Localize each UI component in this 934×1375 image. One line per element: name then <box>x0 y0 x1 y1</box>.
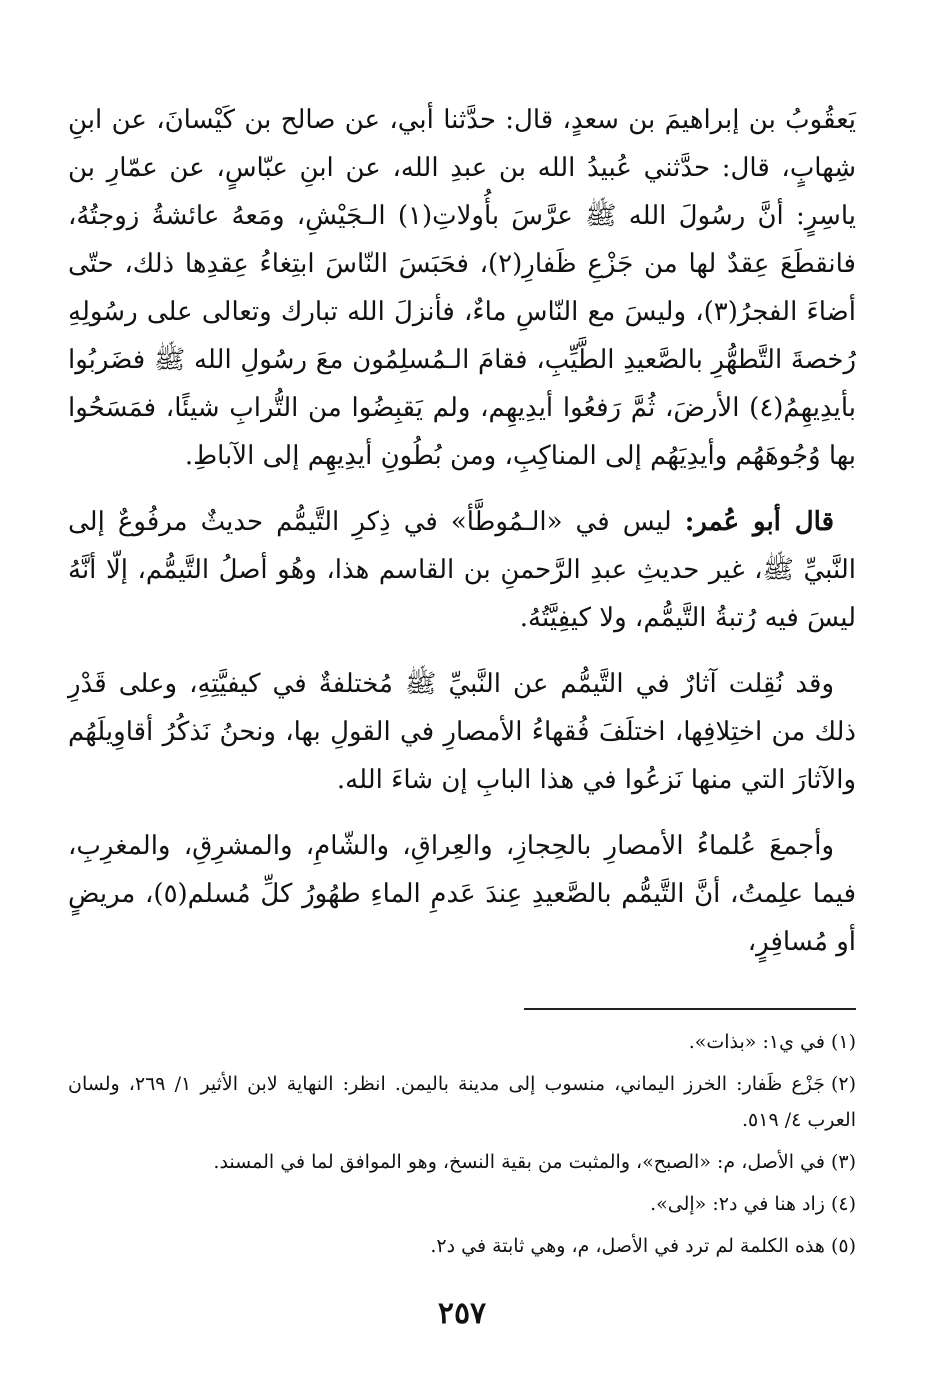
page-number: ٢٥٧ <box>437 1296 487 1331</box>
paragraph-text: وقد نُقِلت آثارٌ في التَّيمُّم عن النَّبيِّ ﷺ مُختلفةٌ في كيفيَّتِهِ، وعلى قَدْرِ ذلك من اختِلافِها، اختلَفَ فُقهاءُ الأمصارِ في القولِ بها، ونحنُ نَذكُرُ أقاوِيلَهُم والآثارَ التي منها نَزعُوا في هذا البابِ إن شاءَ الله. <box>68 669 856 795</box>
footnote-2 <box>68 1066 856 1138</box>
paragraph-lead: قال أبو عُمر: <box>684 507 834 537</box>
footnote-number: (٥) <box>830 1235 856 1257</box>
footnote-number: (٤) <box>830 1193 856 1215</box>
paragraph-hadith <box>68 96 856 480</box>
footnotes <box>68 1024 856 1270</box>
footnote-text: جَزْع ظَفار: الخرز اليماني، منسوب إلى مدينة باليمن. انظر: النهاية لابن الأثير ١/ ٢٦٩، ولسان العرب ٤/ ٥١٩. <box>68 1073 856 1131</box>
paragraph-ijma <box>68 822 856 966</box>
footnote-number: (٢) <box>830 1073 856 1095</box>
paragraph-text: وأجمعَ عُلماءُ الأمصارِ بالحِجازِ، والعِراقِ، والشّامِ، والمشرِقِ، والمغرِبِ، فيما علِمتُ، أنَّ التَّيمُّم بالصَّعيدِ عِندَ عَدمِ الماءِ طهُورُ كلِّ مُسلم(٥)، مريضٍ أو مُسافِرٍ، <box>68 831 856 957</box>
footnote-text: هذه الكلمة لم ترد في الأصل، م، وهي ثابتة في د٢. <box>430 1235 825 1257</box>
footnote-text: في الأصل، م: «الصبح»، والمثبت من بقية النسخ، وهو الموافق لما في المسند. <box>213 1151 825 1173</box>
book-page <box>68 96 856 1375</box>
footnote-text: زاد هنا في د٢: «إلى». <box>650 1193 825 1215</box>
footnote-1 <box>68 1024 856 1060</box>
footnote-separator <box>524 1008 856 1010</box>
footnote-number: (١) <box>830 1031 856 1053</box>
footnote-3 <box>68 1144 856 1180</box>
footnote-text: في ي١: «بذات». <box>688 1031 825 1053</box>
main-text <box>68 96 856 966</box>
paragraph-text: ليس في «الـمُوطَّأ» في ذِكرِ التَّيمُّم حديثٌ مرفُوعٌ إلى النَّبيِّ ﷺ، غير حديثِ عبدِ الرَّحمنِ بن القاسم هذا، وهُو أصلُ التَّيمُّم، إلّا أنَّهُ ليسَ فيه رُتبةُ التَّيمُّم، ولا كيفِيَّتُهُ. <box>68 507 856 633</box>
footnote-5 <box>68 1228 856 1264</box>
footnote-4 <box>68 1186 856 1222</box>
footnote-number: (٣) <box>830 1151 856 1173</box>
paragraph-athar <box>68 660 856 804</box>
paragraph-text: يَعقُوبُ بن إبراهيمَ بن سعدٍ، قال: حدَّثنا أبي، عن صالح بن كَيْسانَ، عن ابنِ شِهابٍ، قال: حدَّثني عُبيدُ الله بن عبدِ الله، عن ابنِ عبّاسٍ، عن عمّارِ بن ياسِرٍ: أنَّ رسُولَ الله ﷺ عرَّسَ بأُولاتِ(١) الـجَيْشِ، ومَعهُ عائشةُ زوجتُهُ، فانقطَعَ عِقدٌ لها من جَزْعِ ظَفارِ(٢)، فحَبَسَ النّاسَ ابتِغاءُ عِقدِها ذلك، حتّى أضاءَ الفجرُ(٣)، وليسَ مع النّاسِ ماءٌ، فأنزلَ الله تبارك وتعالى على رسُولِهِ رُخصةَ التَّطهُّرِ بالصَّعيدِ الطَّيِّبِ، فقامَ الـمُسلِمُون معَ رسُولِ الله ﷺ فضَربُوا بأيدِيهِمُ(٤) الأرضَ، ثُمَّ رَفعُوا أيدِيهِم، ولم يَقبِضُوا من التُّرابِ شيئًا، فمَسَحُوا بها وُجُوهَهُم وأيدِيَهُم إلى المناكِبِ، ومن بُطُونِ أيدِيهِم إلى الآباطِ. <box>68 105 856 471</box>
paragraph-abu-umar <box>68 498 856 642</box>
